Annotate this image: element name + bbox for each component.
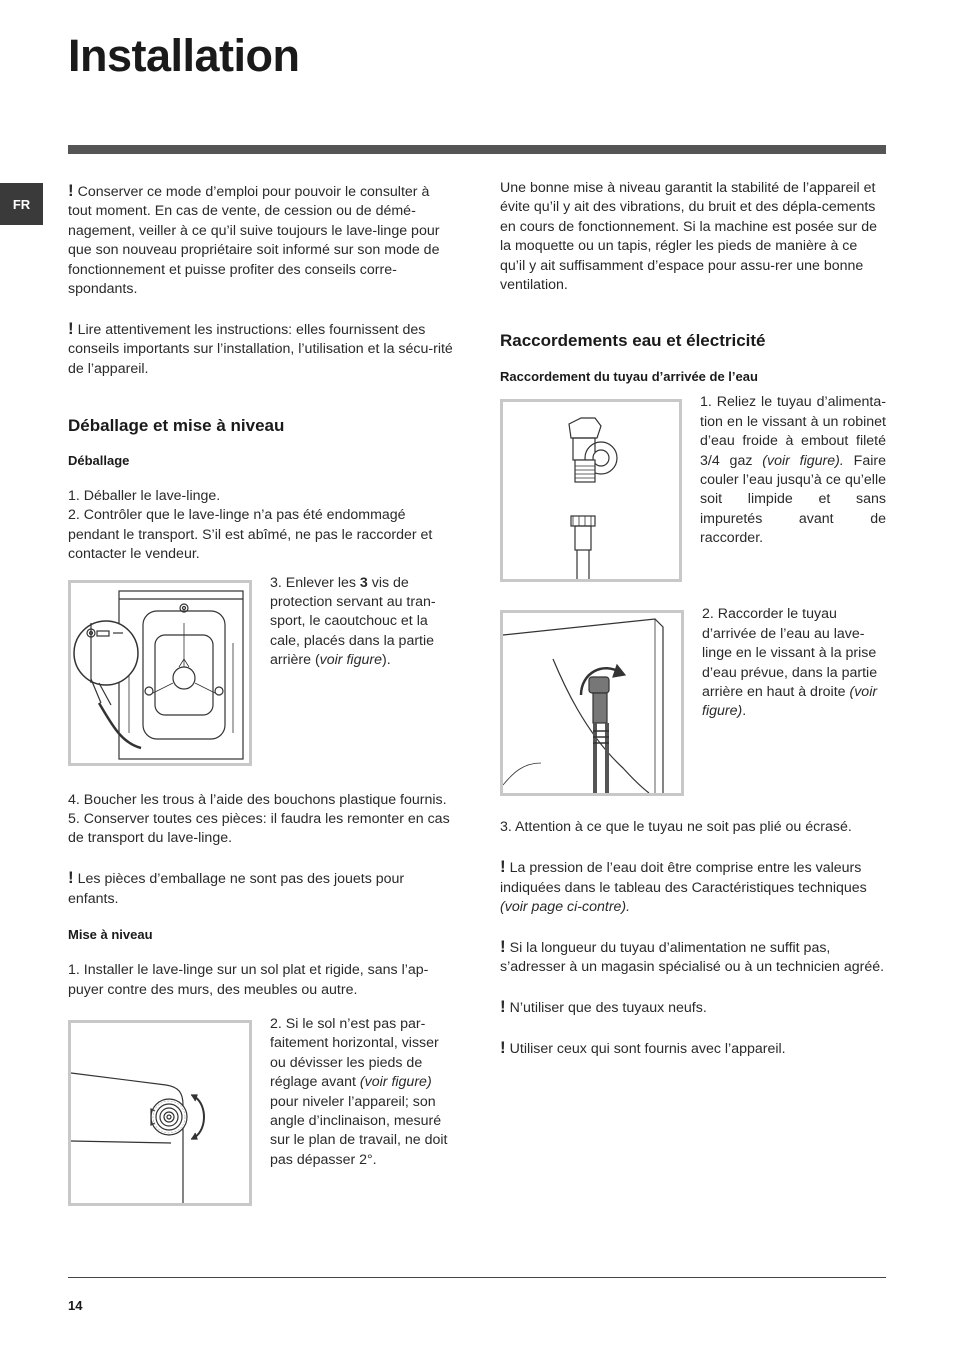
left-column xyxy=(68,181,456,1206)
connection-step-1-block xyxy=(500,394,886,582)
unpack-step-1: 1. Déballer le lave-linge. xyxy=(68,488,221,505)
page-number: 14 xyxy=(68,1298,83,1313)
subheading-levelling: Mise à niveau xyxy=(68,927,153,943)
warning-water-pressure: ! La pression de l’eau doit être comprise entre les valeurs indiquées dans le tableau des Caractéristiques techniques (voir page ci-contre). xyxy=(500,857,867,916)
warning-packaging: ! Les pièces d’emballage ne sont pas des jouets pour enfants. xyxy=(68,868,405,907)
warning-icon: ! xyxy=(500,857,506,877)
unpack-step-4: 4. Boucher les trous à l’aide des bouchons plastique fournis. xyxy=(68,791,447,808)
right-column xyxy=(500,179,886,1059)
unpack-step-2: 2. Contrôler que le lave-linge n’a pas été endommagé pendant le transport. S’il est abîmé, ne pas le raccorder et contacter le vendeur. xyxy=(68,507,433,563)
figure-tap-connection xyxy=(500,399,682,582)
unpack-step-3: 3. Enlever les 3 vis de protection servant au tran-sport, le caoutchouc et la cale, placés dans la partie arrière (voir figure). xyxy=(270,574,436,669)
unpack-step-5: 5. Conserver toutes ces pièces: il faudra les remonter en cas de transport du lave-linge. xyxy=(68,811,450,847)
warning-supplied-hoses: ! Utiliser ceux qui sont fournis avec l’appareil. xyxy=(500,1037,786,1057)
warning-new-hoses: ! N’utiliser que des tuyaux neufs. xyxy=(500,997,707,1017)
machine-inlet-illustration xyxy=(503,613,681,793)
level-step-2: 2. Si le sol n’est pas par-faitement horizontal, visser ou dévisser les pieds de réglage avant (voir figure) pour niveler l’appareil; son angle d’inclinaison, mesuré sur le plan de travail, ne doit pas dépasser 2°. xyxy=(270,1015,448,1168)
unpack-step-3-block xyxy=(68,574,456,766)
connection-step-2-block xyxy=(500,606,886,796)
adjustable-foot-illustration xyxy=(71,1023,249,1203)
warning-icon: ! xyxy=(500,997,506,1017)
figure-rear-bolts xyxy=(68,580,252,766)
warning-hose-length: ! Si la longueur du tuyau d’alimentation ne suffit pas, s’adresser à un magasin spécialisé ou à un technicien agréé. xyxy=(500,936,885,976)
warning-read-instructions: ! Lire attentivement les instructions: elles fournissent des conseils importants sur l’installation, l’utilisation et la sécu-rité de l’appareil. xyxy=(68,318,453,377)
warning-icon: ! xyxy=(500,1037,506,1057)
language-tab: FR xyxy=(0,183,43,225)
page-title: Installation xyxy=(68,30,300,81)
warning-icon: ! xyxy=(68,181,74,200)
connection-step-3: 3. Attention à ce que le tuyau ne soit pas plié ou écrasé. xyxy=(500,819,852,836)
figure-adjustable-foot xyxy=(68,1020,252,1206)
section-heading-connections: Raccordements eau et électricité xyxy=(500,331,766,351)
warning-icon: ! xyxy=(500,936,506,956)
level-step-1: 1. Installer le lave-linge sur un sol plat et rigide, sans l’ap-puyer contre des murs, des meubles ou autre. xyxy=(68,962,429,998)
washing-machine-rear-illustration xyxy=(71,583,249,763)
title-rule xyxy=(68,145,886,154)
warning-icon: ! xyxy=(68,868,74,888)
connection-step-1: 1. Reliez le tuyau d’alimenta-tion en le vissant à un robinet d’eau froide à embout fileté 3/4 gaz (voir figure). Faire couler l’eau jusqu’à ce qu’elle soit limpide et sans impuretés avant de raccorder. xyxy=(700,394,886,547)
subheading-unpacking: Déballage xyxy=(68,453,130,469)
level-step-2-block xyxy=(68,1015,456,1206)
warning-icon: ! xyxy=(68,318,74,338)
subheading-inlet-hose: Raccordement du tuyau d’arrivée de l’eau xyxy=(500,369,758,385)
tap-hose-illustration xyxy=(503,402,679,579)
figure-machine-inlet xyxy=(500,610,684,796)
footer-rule xyxy=(68,1277,886,1278)
section-heading-unpacking-levelling: Déballage et mise à niveau xyxy=(68,416,285,436)
levelling-intro: Une bonne mise à niveau garantit la stabilité de l’appareil et évite qu’il y ait des vibrations, du bruit et des dépla-cements en cours de fonctionnement. Si la machine est posée sur de la moquette ou un tapis, régler les pieds de manière à ce qu’il y ait suffisamment d’espace pour assu-rer une bonne ventilation. xyxy=(500,180,877,294)
warning-keep-manual: ! Conserver ce mode d’emploi pour pouvoir le consulter à tout moment. En cas de vente, de cession ou de démé-nagement, veiller à ce qu’il suive toujours le lave-linge pour que son nouveau propriétaire soit informé sur son mode de fonctionnement et puisse profiter des conseils corre-spondants. xyxy=(68,181,440,298)
connection-step-2: 2. Raccorder le tuyau d’arrivée de l’eau au lave-linge en le vissant à la prise d’eau prévue, dans la partie arrière en haut à droite (voir figure). xyxy=(702,606,878,720)
